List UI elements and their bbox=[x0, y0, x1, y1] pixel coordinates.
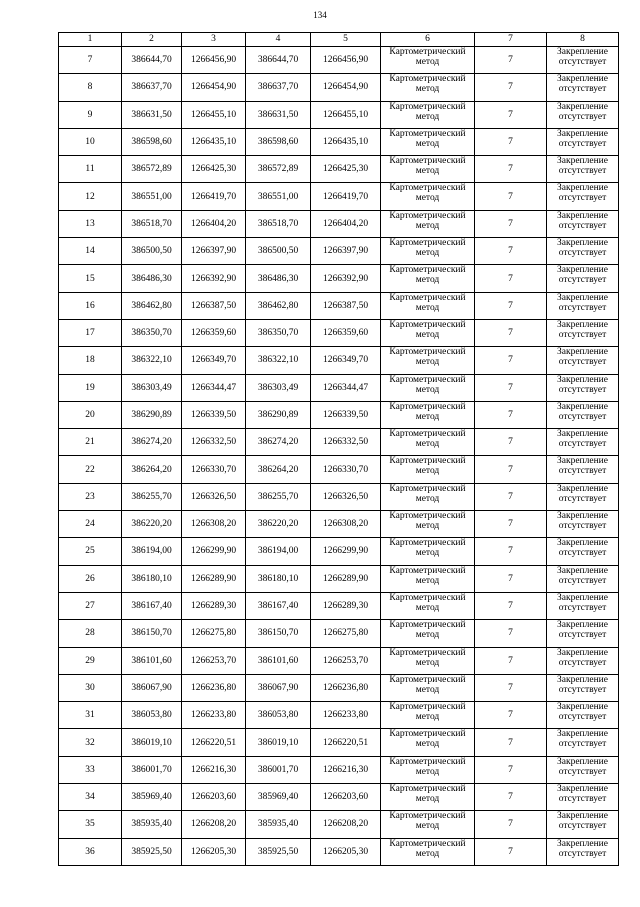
x-coordinate-cell: 385925,50 bbox=[122, 838, 182, 865]
point-number-cell: 28 bbox=[59, 620, 122, 647]
y-coordinate-cell: 1266275,80 bbox=[311, 620, 381, 647]
y-coordinate-cell: 1266289,90 bbox=[311, 565, 381, 592]
fixation-cell: Закрепление отсутствует bbox=[547, 265, 619, 292]
precision-cell: 7 bbox=[475, 156, 547, 183]
y-coordinate-cell: 1266419,70 bbox=[182, 183, 246, 210]
y-coordinate-cell: 1266344,47 bbox=[311, 374, 381, 401]
fixation-cell: Закрепление отсутствует bbox=[547, 156, 619, 183]
x-coordinate-cell: 386194,00 bbox=[246, 538, 311, 565]
x-coordinate-cell: 386067,90 bbox=[246, 674, 311, 701]
x-coordinate-cell: 386551,00 bbox=[122, 183, 182, 210]
point-number-cell: 15 bbox=[59, 265, 122, 292]
x-coordinate-cell: 386150,70 bbox=[122, 620, 182, 647]
table-row bbox=[59, 647, 619, 674]
method-cell: Картометрический метод bbox=[381, 784, 475, 811]
y-coordinate-cell: 1266456,90 bbox=[182, 47, 246, 74]
x-coordinate-cell: 386462,80 bbox=[122, 292, 182, 319]
table-row bbox=[59, 838, 619, 865]
table-row bbox=[59, 511, 619, 538]
point-number-cell: 18 bbox=[59, 347, 122, 374]
y-coordinate-cell: 1266220,51 bbox=[311, 729, 381, 756]
table-row bbox=[59, 156, 619, 183]
x-coordinate-cell: 386101,60 bbox=[246, 647, 311, 674]
column-header: 8 bbox=[547, 33, 619, 47]
x-coordinate-cell: 386631,50 bbox=[246, 101, 311, 128]
x-coordinate-cell: 386264,20 bbox=[246, 456, 311, 483]
method-cell: Картометрический метод bbox=[381, 756, 475, 783]
fixation-cell: Закрепление отсутствует bbox=[547, 511, 619, 538]
precision-cell: 7 bbox=[475, 238, 547, 265]
x-coordinate-cell: 385935,40 bbox=[122, 811, 182, 838]
table-row bbox=[59, 210, 619, 237]
x-coordinate-cell: 386350,70 bbox=[122, 319, 182, 346]
y-coordinate-cell: 1266349,70 bbox=[311, 347, 381, 374]
x-coordinate-cell: 386255,70 bbox=[246, 483, 311, 510]
precision-cell: 7 bbox=[475, 47, 547, 74]
y-coordinate-cell: 1266454,90 bbox=[311, 74, 381, 101]
precision-cell: 7 bbox=[475, 347, 547, 374]
x-coordinate-cell: 386637,70 bbox=[246, 74, 311, 101]
precision-cell: 7 bbox=[475, 101, 547, 128]
fixation-cell: Закрепление отсутствует bbox=[547, 729, 619, 756]
x-coordinate-cell: 386220,20 bbox=[122, 511, 182, 538]
x-coordinate-cell: 386303,49 bbox=[122, 374, 182, 401]
y-coordinate-cell: 1266454,90 bbox=[182, 74, 246, 101]
x-coordinate-cell: 386598,60 bbox=[246, 128, 311, 155]
precision-cell: 7 bbox=[475, 265, 547, 292]
table-row bbox=[59, 483, 619, 510]
y-coordinate-cell: 1266289,90 bbox=[182, 565, 246, 592]
y-coordinate-cell: 1266435,10 bbox=[311, 128, 381, 155]
table-row bbox=[59, 429, 619, 456]
x-coordinate-cell: 386264,20 bbox=[122, 456, 182, 483]
point-number-cell: 11 bbox=[59, 156, 122, 183]
table-row bbox=[59, 620, 619, 647]
point-number-cell: 10 bbox=[59, 128, 122, 155]
y-coordinate-cell: 1266205,30 bbox=[182, 838, 246, 865]
precision-cell: 7 bbox=[475, 429, 547, 456]
table-row bbox=[59, 183, 619, 210]
point-number-cell: 24 bbox=[59, 511, 122, 538]
point-number-cell: 33 bbox=[59, 756, 122, 783]
precision-cell: 7 bbox=[475, 729, 547, 756]
x-coordinate-cell: 385969,40 bbox=[122, 784, 182, 811]
x-coordinate-cell: 386053,80 bbox=[246, 702, 311, 729]
y-coordinate-cell: 1266404,20 bbox=[182, 210, 246, 237]
table-row bbox=[59, 101, 619, 128]
y-coordinate-cell: 1266404,20 bbox=[311, 210, 381, 237]
y-coordinate-cell: 1266326,50 bbox=[182, 483, 246, 510]
point-number-cell: 19 bbox=[59, 374, 122, 401]
y-coordinate-cell: 1266387,50 bbox=[311, 292, 381, 319]
fixation-cell: Закрепление отсутствует bbox=[547, 592, 619, 619]
x-coordinate-cell: 386101,60 bbox=[122, 647, 182, 674]
fixation-cell: Закрепление отсутствует bbox=[547, 74, 619, 101]
x-coordinate-cell: 386290,89 bbox=[122, 401, 182, 428]
fixation-cell: Закрепление отсутствует bbox=[547, 183, 619, 210]
method-cell: Картометрический метод bbox=[381, 456, 475, 483]
column-header: 4 bbox=[246, 33, 311, 47]
method-cell: Картометрический метод bbox=[381, 374, 475, 401]
y-coordinate-cell: 1266253,70 bbox=[311, 647, 381, 674]
y-coordinate-cell: 1266397,90 bbox=[311, 238, 381, 265]
precision-cell: 7 bbox=[475, 592, 547, 619]
x-coordinate-cell: 386322,10 bbox=[246, 347, 311, 374]
table-row bbox=[59, 128, 619, 155]
y-coordinate-cell: 1266205,30 bbox=[311, 838, 381, 865]
table-row bbox=[59, 674, 619, 701]
method-cell: Картометрический метод bbox=[381, 702, 475, 729]
method-cell: Картометрический метод bbox=[381, 429, 475, 456]
precision-cell: 7 bbox=[475, 210, 547, 237]
x-coordinate-cell: 386194,00 bbox=[122, 538, 182, 565]
x-coordinate-cell: 386631,50 bbox=[122, 101, 182, 128]
point-number-cell: 22 bbox=[59, 456, 122, 483]
y-coordinate-cell: 1266299,90 bbox=[311, 538, 381, 565]
fixation-cell: Закрепление отсутствует bbox=[547, 128, 619, 155]
precision-cell: 7 bbox=[475, 838, 547, 865]
table-row bbox=[59, 347, 619, 374]
method-cell: Картометрический метод bbox=[381, 347, 475, 374]
point-number-cell: 34 bbox=[59, 784, 122, 811]
point-number-cell: 31 bbox=[59, 702, 122, 729]
y-coordinate-cell: 1266387,50 bbox=[182, 292, 246, 319]
fixation-cell: Закрепление отсутствует bbox=[547, 456, 619, 483]
y-coordinate-cell: 1266349,70 bbox=[182, 347, 246, 374]
x-coordinate-cell: 386322,10 bbox=[122, 347, 182, 374]
method-cell: Картометрический метод bbox=[381, 47, 475, 74]
x-coordinate-cell: 386644,70 bbox=[246, 47, 311, 74]
table-row bbox=[59, 401, 619, 428]
table-row bbox=[59, 784, 619, 811]
x-coordinate-cell: 386019,10 bbox=[122, 729, 182, 756]
method-cell: Картометрический метод bbox=[381, 729, 475, 756]
x-coordinate-cell: 386019,10 bbox=[246, 729, 311, 756]
y-coordinate-cell: 1266330,70 bbox=[311, 456, 381, 483]
table-body bbox=[59, 47, 619, 866]
table-row bbox=[59, 592, 619, 619]
fixation-cell: Закрепление отсутствует bbox=[547, 674, 619, 701]
precision-cell: 7 bbox=[475, 401, 547, 428]
precision-cell: 7 bbox=[475, 538, 547, 565]
y-coordinate-cell: 1266392,90 bbox=[182, 265, 246, 292]
x-coordinate-cell: 386274,20 bbox=[246, 429, 311, 456]
precision-cell: 7 bbox=[475, 674, 547, 701]
precision-cell: 7 bbox=[475, 483, 547, 510]
fixation-cell: Закрепление отсутствует bbox=[547, 784, 619, 811]
method-cell: Картометрический метод bbox=[381, 565, 475, 592]
y-coordinate-cell: 1266332,50 bbox=[182, 429, 246, 456]
precision-cell: 7 bbox=[475, 565, 547, 592]
point-number-cell: 7 bbox=[59, 47, 122, 74]
x-coordinate-cell: 386518,70 bbox=[122, 210, 182, 237]
point-number-cell: 29 bbox=[59, 647, 122, 674]
x-coordinate-cell: 386350,70 bbox=[246, 319, 311, 346]
point-number-cell: 30 bbox=[59, 674, 122, 701]
precision-cell: 7 bbox=[475, 183, 547, 210]
y-coordinate-cell: 1266208,20 bbox=[311, 811, 381, 838]
fixation-cell: Закрепление отсутствует bbox=[547, 838, 619, 865]
method-cell: Картометрический метод bbox=[381, 101, 475, 128]
y-coordinate-cell: 1266455,10 bbox=[311, 101, 381, 128]
x-coordinate-cell: 386598,60 bbox=[122, 128, 182, 155]
y-coordinate-cell: 1266392,90 bbox=[311, 265, 381, 292]
point-number-cell: 25 bbox=[59, 538, 122, 565]
column-header: 6 bbox=[381, 33, 475, 47]
method-cell: Картометрический метод bbox=[381, 128, 475, 155]
method-cell: Картометрический метод bbox=[381, 592, 475, 619]
fixation-cell: Закрепление отсутствует bbox=[547, 292, 619, 319]
x-coordinate-cell: 386486,30 bbox=[122, 265, 182, 292]
x-coordinate-cell: 386067,90 bbox=[122, 674, 182, 701]
fixation-cell: Закрепление отсутствует bbox=[547, 647, 619, 674]
method-cell: Картометрический метод bbox=[381, 511, 475, 538]
point-number-cell: 21 bbox=[59, 429, 122, 456]
method-cell: Картометрический метод bbox=[381, 210, 475, 237]
precision-cell: 7 bbox=[475, 74, 547, 101]
y-coordinate-cell: 1266339,50 bbox=[311, 401, 381, 428]
table-row bbox=[59, 538, 619, 565]
point-number-cell: 8 bbox=[59, 74, 122, 101]
fixation-cell: Закрепление отсутствует bbox=[547, 210, 619, 237]
method-cell: Картометрический метод bbox=[381, 292, 475, 319]
y-coordinate-cell: 1266359,60 bbox=[182, 319, 246, 346]
x-coordinate-cell: 386220,20 bbox=[246, 511, 311, 538]
y-coordinate-cell: 1266308,20 bbox=[311, 511, 381, 538]
y-coordinate-cell: 1266289,30 bbox=[311, 592, 381, 619]
y-coordinate-cell: 1266236,80 bbox=[182, 674, 246, 701]
y-coordinate-cell: 1266455,10 bbox=[182, 101, 246, 128]
fixation-cell: Закрепление отсутствует bbox=[547, 319, 619, 346]
page-number: 134 bbox=[313, 10, 327, 20]
method-cell: Картометрический метод bbox=[381, 265, 475, 292]
precision-cell: 7 bbox=[475, 511, 547, 538]
x-coordinate-cell: 386572,89 bbox=[246, 156, 311, 183]
x-coordinate-cell: 385935,40 bbox=[246, 811, 311, 838]
y-coordinate-cell: 1266203,60 bbox=[182, 784, 246, 811]
x-coordinate-cell: 386644,70 bbox=[122, 47, 182, 74]
point-number-cell: 16 bbox=[59, 292, 122, 319]
column-header: 2 bbox=[122, 33, 182, 47]
x-coordinate-cell: 386167,40 bbox=[246, 592, 311, 619]
point-number-cell: 9 bbox=[59, 101, 122, 128]
y-coordinate-cell: 1266208,20 bbox=[182, 811, 246, 838]
column-header: 5 bbox=[311, 33, 381, 47]
coordinates-table bbox=[58, 32, 619, 866]
x-coordinate-cell: 386500,50 bbox=[122, 238, 182, 265]
table-row bbox=[59, 729, 619, 756]
x-coordinate-cell: 386462,80 bbox=[246, 292, 311, 319]
y-coordinate-cell: 1266425,30 bbox=[182, 156, 246, 183]
x-coordinate-cell: 386167,40 bbox=[122, 592, 182, 619]
point-number-cell: 32 bbox=[59, 729, 122, 756]
x-coordinate-cell: 386180,10 bbox=[122, 565, 182, 592]
y-coordinate-cell: 1266435,10 bbox=[182, 128, 246, 155]
y-coordinate-cell: 1266308,20 bbox=[182, 511, 246, 538]
table-row bbox=[59, 811, 619, 838]
fixation-cell: Закрепление отсутствует bbox=[547, 756, 619, 783]
point-number-cell: 23 bbox=[59, 483, 122, 510]
y-coordinate-cell: 1266330,70 bbox=[182, 456, 246, 483]
y-coordinate-cell: 1266344,47 bbox=[182, 374, 246, 401]
fixation-cell: Закрепление отсутствует bbox=[547, 483, 619, 510]
y-coordinate-cell: 1266339,50 bbox=[182, 401, 246, 428]
table-row bbox=[59, 238, 619, 265]
y-coordinate-cell: 1266419,70 bbox=[311, 183, 381, 210]
table-row bbox=[59, 265, 619, 292]
x-coordinate-cell: 386274,20 bbox=[122, 429, 182, 456]
x-coordinate-cell: 386255,70 bbox=[122, 483, 182, 510]
y-coordinate-cell: 1266299,90 bbox=[182, 538, 246, 565]
fixation-cell: Закрепление отсутствует bbox=[547, 347, 619, 374]
x-coordinate-cell: 386572,89 bbox=[122, 156, 182, 183]
precision-cell: 7 bbox=[475, 456, 547, 483]
point-number-cell: 20 bbox=[59, 401, 122, 428]
method-cell: Картометрический метод bbox=[381, 647, 475, 674]
x-coordinate-cell: 386150,70 bbox=[246, 620, 311, 647]
table-row bbox=[59, 74, 619, 101]
column-header: 1 bbox=[59, 33, 122, 47]
point-number-cell: 14 bbox=[59, 238, 122, 265]
table-row bbox=[59, 47, 619, 74]
x-coordinate-cell: 386551,00 bbox=[246, 183, 311, 210]
fixation-cell: Закрепление отсутствует bbox=[547, 702, 619, 729]
y-coordinate-cell: 1266289,30 bbox=[182, 592, 246, 619]
precision-cell: 7 bbox=[475, 784, 547, 811]
fixation-cell: Закрепление отсутствует bbox=[547, 47, 619, 74]
precision-cell: 7 bbox=[475, 319, 547, 346]
y-coordinate-cell: 1266233,80 bbox=[182, 702, 246, 729]
fixation-cell: Закрепление отсутствует bbox=[547, 401, 619, 428]
point-number-cell: 27 bbox=[59, 592, 122, 619]
y-coordinate-cell: 1266326,50 bbox=[311, 483, 381, 510]
precision-cell: 7 bbox=[475, 292, 547, 319]
x-coordinate-cell: 386001,70 bbox=[246, 756, 311, 783]
table-row bbox=[59, 319, 619, 346]
precision-cell: 7 bbox=[475, 620, 547, 647]
table-row bbox=[59, 756, 619, 783]
x-coordinate-cell: 386500,50 bbox=[246, 238, 311, 265]
precision-cell: 7 bbox=[475, 756, 547, 783]
y-coordinate-cell: 1266359,60 bbox=[311, 319, 381, 346]
table-row bbox=[59, 565, 619, 592]
table-row bbox=[59, 374, 619, 401]
fixation-cell: Закрепление отсутствует bbox=[547, 538, 619, 565]
y-coordinate-cell: 1266236,80 bbox=[311, 674, 381, 701]
y-coordinate-cell: 1266233,80 bbox=[311, 702, 381, 729]
point-number-cell: 26 bbox=[59, 565, 122, 592]
fixation-cell: Закрепление отсутствует bbox=[547, 429, 619, 456]
fixation-cell: Закрепление отсутствует bbox=[547, 565, 619, 592]
method-cell: Картометрический метод bbox=[381, 838, 475, 865]
method-cell: Картометрический метод bbox=[381, 674, 475, 701]
y-coordinate-cell: 1266275,80 bbox=[182, 620, 246, 647]
x-coordinate-cell: 386303,49 bbox=[246, 374, 311, 401]
point-number-cell: 36 bbox=[59, 838, 122, 865]
y-coordinate-cell: 1266216,30 bbox=[182, 756, 246, 783]
table-row bbox=[59, 702, 619, 729]
y-coordinate-cell: 1266220,51 bbox=[182, 729, 246, 756]
fixation-cell: Закрепление отсутствует bbox=[547, 238, 619, 265]
column-header: 3 bbox=[182, 33, 246, 47]
x-coordinate-cell: 386053,80 bbox=[122, 702, 182, 729]
fixation-cell: Закрепление отсутствует bbox=[547, 811, 619, 838]
y-coordinate-cell: 1266456,90 bbox=[311, 47, 381, 74]
method-cell: Картометрический метод bbox=[381, 156, 475, 183]
y-coordinate-cell: 1266203,60 bbox=[311, 784, 381, 811]
y-coordinate-cell: 1266397,90 bbox=[182, 238, 246, 265]
table-row bbox=[59, 292, 619, 319]
method-cell: Картометрический метод bbox=[381, 620, 475, 647]
x-coordinate-cell: 386180,10 bbox=[246, 565, 311, 592]
point-number-cell: 13 bbox=[59, 210, 122, 237]
point-number-cell: 12 bbox=[59, 183, 122, 210]
fixation-cell: Закрепление отсутствует bbox=[547, 374, 619, 401]
method-cell: Картометрический метод bbox=[381, 74, 475, 101]
point-number-cell: 17 bbox=[59, 319, 122, 346]
precision-cell: 7 bbox=[475, 647, 547, 674]
fixation-cell: Закрепление отсутствует bbox=[547, 101, 619, 128]
method-cell: Картометрический метод bbox=[381, 538, 475, 565]
x-coordinate-cell: 385925,50 bbox=[246, 838, 311, 865]
precision-cell: 7 bbox=[475, 811, 547, 838]
precision-cell: 7 bbox=[475, 128, 547, 155]
y-coordinate-cell: 1266216,30 bbox=[311, 756, 381, 783]
point-number-cell: 35 bbox=[59, 811, 122, 838]
method-cell: Картометрический метод bbox=[381, 811, 475, 838]
method-cell: Картометрический метод bbox=[381, 483, 475, 510]
x-coordinate-cell: 386486,30 bbox=[246, 265, 311, 292]
method-cell: Картометрический метод bbox=[381, 238, 475, 265]
method-cell: Картометрический метод bbox=[381, 401, 475, 428]
table-row bbox=[59, 456, 619, 483]
precision-cell: 7 bbox=[475, 374, 547, 401]
x-coordinate-cell: 386637,70 bbox=[122, 74, 182, 101]
precision-cell: 7 bbox=[475, 702, 547, 729]
column-header: 7 bbox=[475, 33, 547, 47]
x-coordinate-cell: 386518,70 bbox=[246, 210, 311, 237]
x-coordinate-cell: 386290,89 bbox=[246, 401, 311, 428]
method-cell: Картометрический метод bbox=[381, 319, 475, 346]
fixation-cell: Закрепление отсутствует bbox=[547, 620, 619, 647]
x-coordinate-cell: 385969,40 bbox=[246, 784, 311, 811]
y-coordinate-cell: 1266425,30 bbox=[311, 156, 381, 183]
table-header-row bbox=[59, 33, 619, 47]
y-coordinate-cell: 1266332,50 bbox=[311, 429, 381, 456]
y-coordinate-cell: 1266253,70 bbox=[182, 647, 246, 674]
x-coordinate-cell: 386001,70 bbox=[122, 756, 182, 783]
method-cell: Картометрический метод bbox=[381, 183, 475, 210]
